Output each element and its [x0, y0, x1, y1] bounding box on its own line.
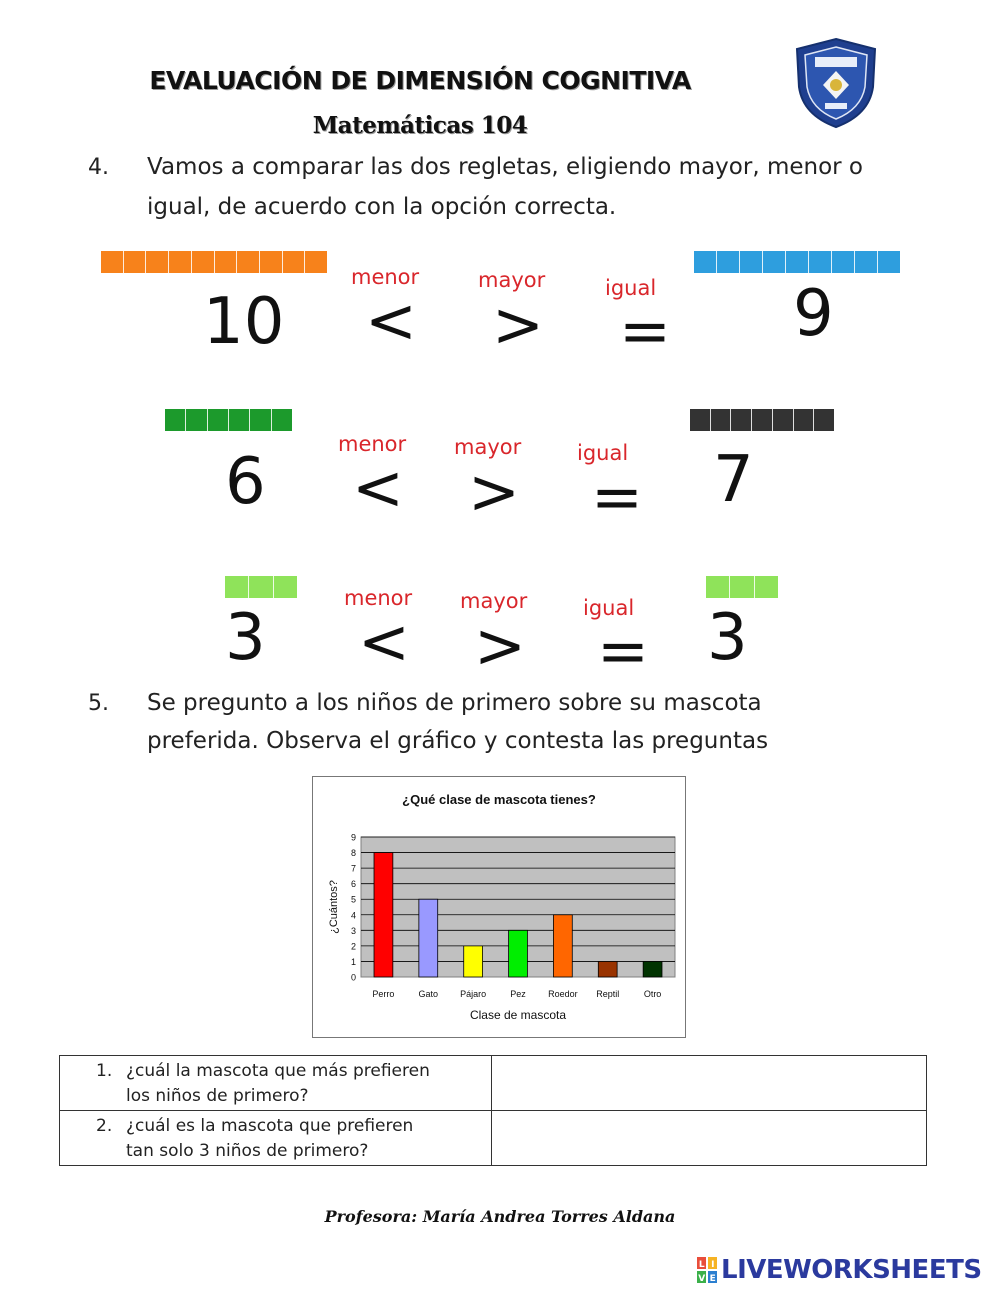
rod-unit	[229, 409, 250, 431]
chart-y-tick-label: 7	[350, 863, 356, 874]
greater-than-symbol-row-1[interactable]: >	[492, 288, 544, 361]
rod-unit	[249, 576, 273, 598]
brand-mark-letter: I	[711, 1260, 714, 1270]
chart-y-tick-label: 1	[350, 956, 356, 967]
left-number-row-2: 6	[225, 445, 266, 519]
rod-unit	[755, 576, 778, 598]
greater-than-symbol-row-3[interactable]: >	[474, 609, 526, 682]
question-text-line: los niños de primero?	[126, 1086, 309, 1106]
mayor-option-row-3[interactable]: mayor	[460, 589, 528, 613]
school-crest-logo	[793, 37, 879, 129]
equal-symbol-row-3[interactable]: =	[597, 614, 649, 687]
questions-table	[59, 1055, 927, 1166]
igual-option-row-3[interactable]: igual	[583, 596, 635, 620]
equal-symbol-row-1[interactable]: =	[619, 294, 671, 367]
chart-bar	[509, 930, 528, 977]
rod-unit	[694, 251, 717, 273]
rod-right-row-1	[694, 251, 900, 273]
rod-unit	[731, 409, 752, 431]
rod-unit	[786, 251, 809, 273]
rod-unit	[305, 251, 327, 273]
liveworksheets-brand[interactable]	[697, 1255, 982, 1285]
chart-y-tick-label: 5	[350, 894, 356, 905]
rod-unit	[274, 576, 297, 598]
chart-x-tick-label: Otro	[643, 989, 662, 999]
rod-unit	[814, 409, 834, 431]
chart-y-tick-label: 3	[350, 925, 356, 936]
question-number: 2.	[96, 1116, 113, 1136]
rod-left-row-1	[101, 251, 327, 273]
rod-unit	[855, 251, 878, 273]
equal-symbol-row-2[interactable]: =	[591, 460, 643, 533]
chart-x-tick-label: Gato	[418, 989, 439, 999]
chart-x-axis-label: Clase de mascota	[469, 1008, 567, 1022]
table-row	[60, 1056, 927, 1111]
chart-y-axis-label: ¿Cuántos?	[328, 880, 340, 934]
chart-x-tick-label: Perro	[372, 989, 395, 999]
rod-unit	[124, 251, 147, 273]
right-number-row-1: 9	[793, 277, 834, 351]
menor-option-row-2[interactable]: menor	[338, 432, 407, 456]
right-number-row-3: 3	[707, 601, 748, 675]
rod-unit	[250, 409, 271, 431]
chart-y-tick-label: 4	[350, 910, 356, 921]
chart-y-tick-label: 6	[350, 879, 356, 890]
chart-bar	[643, 961, 662, 977]
brand-mark-letter: L	[698, 1260, 705, 1270]
rod-unit	[773, 409, 794, 431]
left-number-row-1: 10	[203, 285, 285, 359]
answer-field-2[interactable]	[492, 1111, 927, 1166]
rod-unit	[272, 409, 292, 431]
chart-y-tick-label: 2	[350, 941, 356, 952]
teacher-signature: Profesora: María Andrea Torres Aldana	[324, 1207, 676, 1226]
chart-bar	[598, 961, 617, 977]
rod-left-row-3	[225, 576, 297, 598]
less-than-symbol-row-2[interactable]: <	[352, 451, 404, 524]
rod-unit	[283, 251, 306, 273]
chart-y-tick-label: 9	[350, 832, 356, 843]
chart-bar	[464, 946, 483, 977]
brand-mark-letter: V	[698, 1274, 705, 1283]
rod-unit	[730, 576, 754, 598]
chart-x-tick-label: Reptil	[596, 989, 620, 999]
question-text-line: ¿cuál la mascota que más prefieren	[126, 1061, 430, 1081]
mayor-option-row-2[interactable]: mayor	[454, 435, 522, 459]
chart-y-tick-label: 8	[350, 848, 356, 859]
question-cell-2	[60, 1111, 492, 1166]
rod-unit	[101, 251, 124, 273]
rod-unit	[794, 409, 815, 431]
rod-right-row-2	[690, 409, 834, 431]
rod-unit	[225, 576, 249, 598]
question-number: 1.	[96, 1061, 113, 1081]
chart-title: ¿Qué clase de mascota tienes?	[402, 792, 596, 807]
pet-bar-chart	[313, 777, 685, 1037]
greater-than-symbol-row-2[interactable]: >	[468, 455, 520, 528]
chart-bar	[419, 899, 438, 977]
rod-unit	[763, 251, 786, 273]
brand-wordmark: LIVEWORKSHEETS	[721, 1255, 982, 1285]
chart-y-tick-label: 0	[350, 972, 356, 983]
question-text-line: tan solo 3 niños de primero?	[126, 1141, 369, 1161]
rod-unit	[690, 409, 711, 431]
question-5-line-1: Se pregunto a los niños de primero sobre su mascota	[147, 690, 762, 716]
less-than-symbol-row-3[interactable]: <	[358, 605, 410, 678]
rod-unit	[237, 251, 260, 273]
question-4-line-1: Vamos a comparar las dos regletas, eligiendo mayor, menor o	[147, 154, 863, 180]
mayor-option-row-1[interactable]: mayor	[478, 268, 546, 292]
question-5-number: 5.	[88, 691, 109, 716]
rod-unit	[878, 251, 900, 273]
question-4-number: 4.	[88, 155, 109, 180]
rod-unit	[832, 251, 855, 273]
rod-unit	[169, 251, 192, 273]
rod-unit	[186, 409, 207, 431]
less-than-symbol-row-1[interactable]: <	[365, 284, 417, 357]
rod-unit	[192, 251, 215, 273]
igual-option-row-1[interactable]: igual	[605, 276, 657, 300]
liveworksheets-logo-icon	[697, 1257, 717, 1283]
chart-x-tick-label: Pez	[510, 989, 526, 999]
igual-option-row-2[interactable]: igual	[577, 441, 629, 465]
right-number-row-2: 7	[713, 443, 754, 517]
rod-unit	[752, 409, 773, 431]
left-number-row-3: 3	[225, 601, 266, 675]
rod-unit	[809, 251, 832, 273]
rod-unit	[711, 409, 732, 431]
rod-unit	[717, 251, 740, 273]
rod-unit	[260, 251, 283, 273]
question-4-line-2: igual, de acuerdo con la opción correcta.	[147, 194, 617, 220]
chart-bar	[553, 915, 572, 977]
menor-option-row-3[interactable]: menor	[344, 586, 413, 610]
rod-unit	[215, 251, 238, 273]
rod-unit	[740, 251, 763, 273]
chart-x-tick-label: Pájaro	[460, 989, 487, 999]
pet-chart-frame	[312, 776, 686, 1038]
rod-unit	[146, 251, 169, 273]
rod-right-row-3	[706, 576, 778, 598]
chart-bar	[374, 853, 393, 977]
answer-field-1[interactable]	[492, 1056, 927, 1111]
table-row	[60, 1111, 927, 1166]
rod-unit	[165, 409, 186, 431]
worksheet-title: EVALUACIÓN DE DIMENSIÓN COGNITIVA	[149, 66, 691, 95]
rod-unit	[208, 409, 229, 431]
chart-x-tick-label: Roedor	[548, 989, 578, 999]
rod-left-row-2	[165, 409, 292, 431]
menor-option-row-1[interactable]: menor	[351, 265, 420, 289]
question-5-line-2: preferida. Observa el gráfico y contesta las preguntas	[147, 728, 769, 754]
question-text-line: ¿cuál es la mascota que prefieren	[126, 1116, 414, 1136]
worksheet-subtitle: Matemáticas 104	[312, 112, 528, 139]
question-cell-1	[60, 1056, 492, 1111]
brand-mark-letter: E	[709, 1274, 716, 1283]
rod-unit	[706, 576, 730, 598]
